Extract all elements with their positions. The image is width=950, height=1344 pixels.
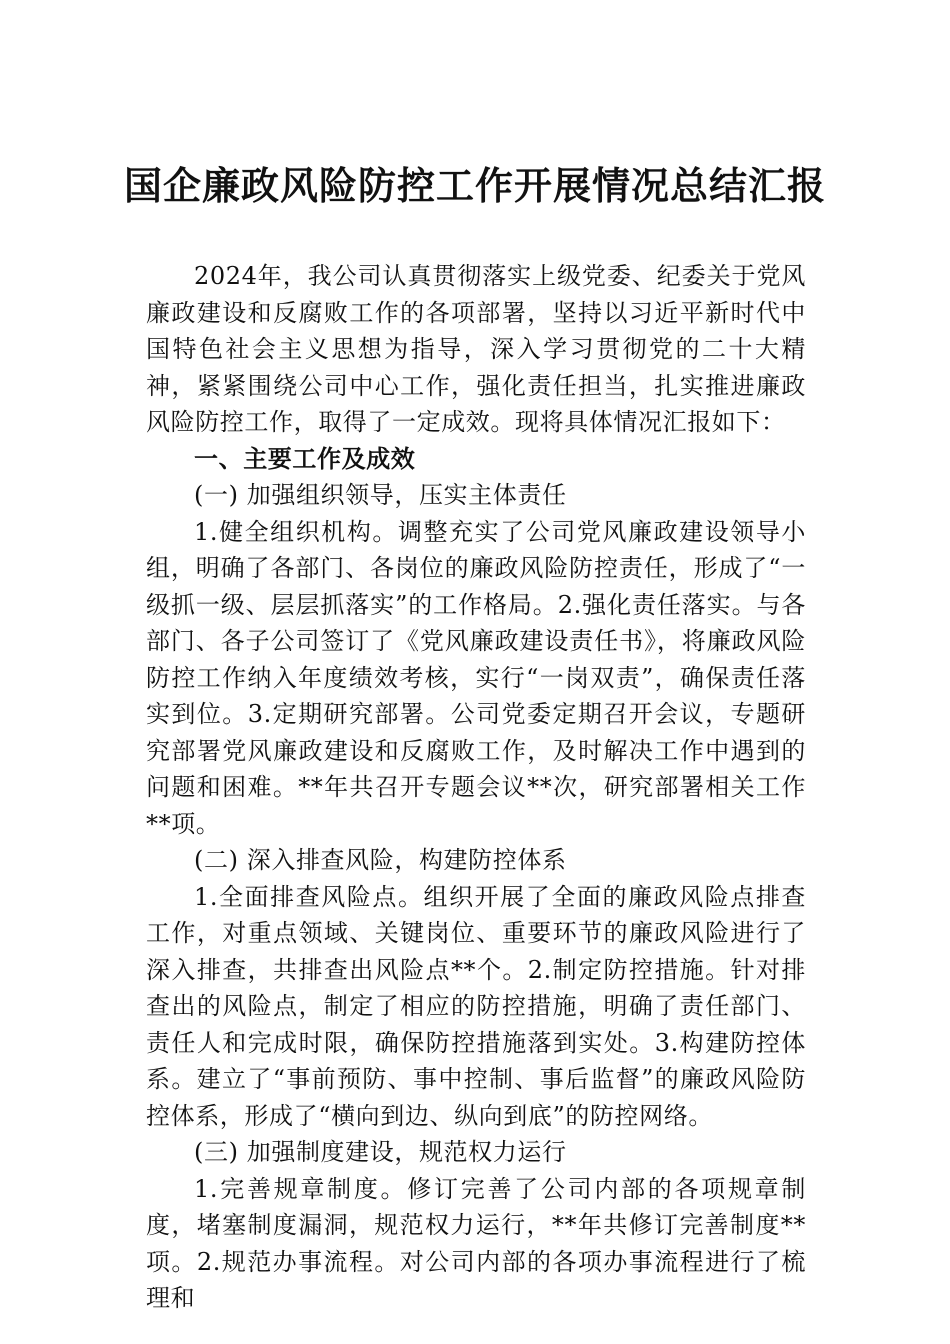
intro-paragraph: 2024年，我公司认真贯彻落实上级党委、纪委关于党风廉政建设和反腐败工作的各项部署，坚持以习近平新时代中国特色社会主义思想为指导，深入学习贯彻党的二十大精神，紧紧围绕公司中心工作，强化责任担当，扎实推进廉政风险防控工作，取得了一定成效。现将具体情况汇报如下： <box>146 262 806 436</box>
subsection-heading-risk-check: (二) 深入排查风险，构建防控体系 <box>194 846 567 874</box>
subsection-paragraph-risk-check: 1.全面排查风险点。组织开展了全面的廉政风险点排查工作，对重点领域、关键岗位、重要环节的廉政风险进行了深入排查，共排查出风险点**个。2.制定防控措施。针对排查出的风险点，制定了相应的防控措施，明确了责任部门、责任人和完成时限，确保防控措施落到实处。3.构建防控体系。建立了“事前预防、事中控制、事后监督”的廉政风险防控体系，形成了“横向到边、纵向到底”的防控网络。 <box>146 882 806 1130</box>
subsection-paragraph-organization: 1.健全组织机构。调整充实了公司党风廉政建设领导小组，明确了各部门、各岗位的廉政风险防控责任，形成了“一级抓一级、层层抓落实”的工作格局。2.强化责任落实。与各部门、各子公司签订了《党风廉政建设责任书》，将廉政风险防控工作纳入年度绩效考核，实行“一岗双责”，确保责任落实到位。3.定期研究部署。公司党委定期召开会议，专题研究部署党风廉政建设和反腐败工作，及时解决工作中遇到的问题和困难。**年共召开专题会议**次，研究部署相关工作**项。 <box>146 517 806 838</box>
subsection-paragraph-regulations: 1.完善规章制度。修订完善了公司内部的各项规章制度，堵塞制度漏洞，规范权力运行，**年共修订完善制度**项。2.规范办事流程。对公司内部的各项办事流程进行了梳理和 <box>146 1174 806 1312</box>
document-body <box>146 258 806 1317</box>
subsection-heading-organization: (一) 加强组织领导，压实主体责任 <box>194 481 567 509</box>
document-title: 国企廉政风险防控工作开展情况总结汇报 <box>123 163 826 208</box>
section-heading-main-work: 一、主要工作及成效 <box>194 444 416 473</box>
subsection-heading-regulations: (三) 加强制度建设，规范权力运行 <box>194 1138 567 1166</box>
